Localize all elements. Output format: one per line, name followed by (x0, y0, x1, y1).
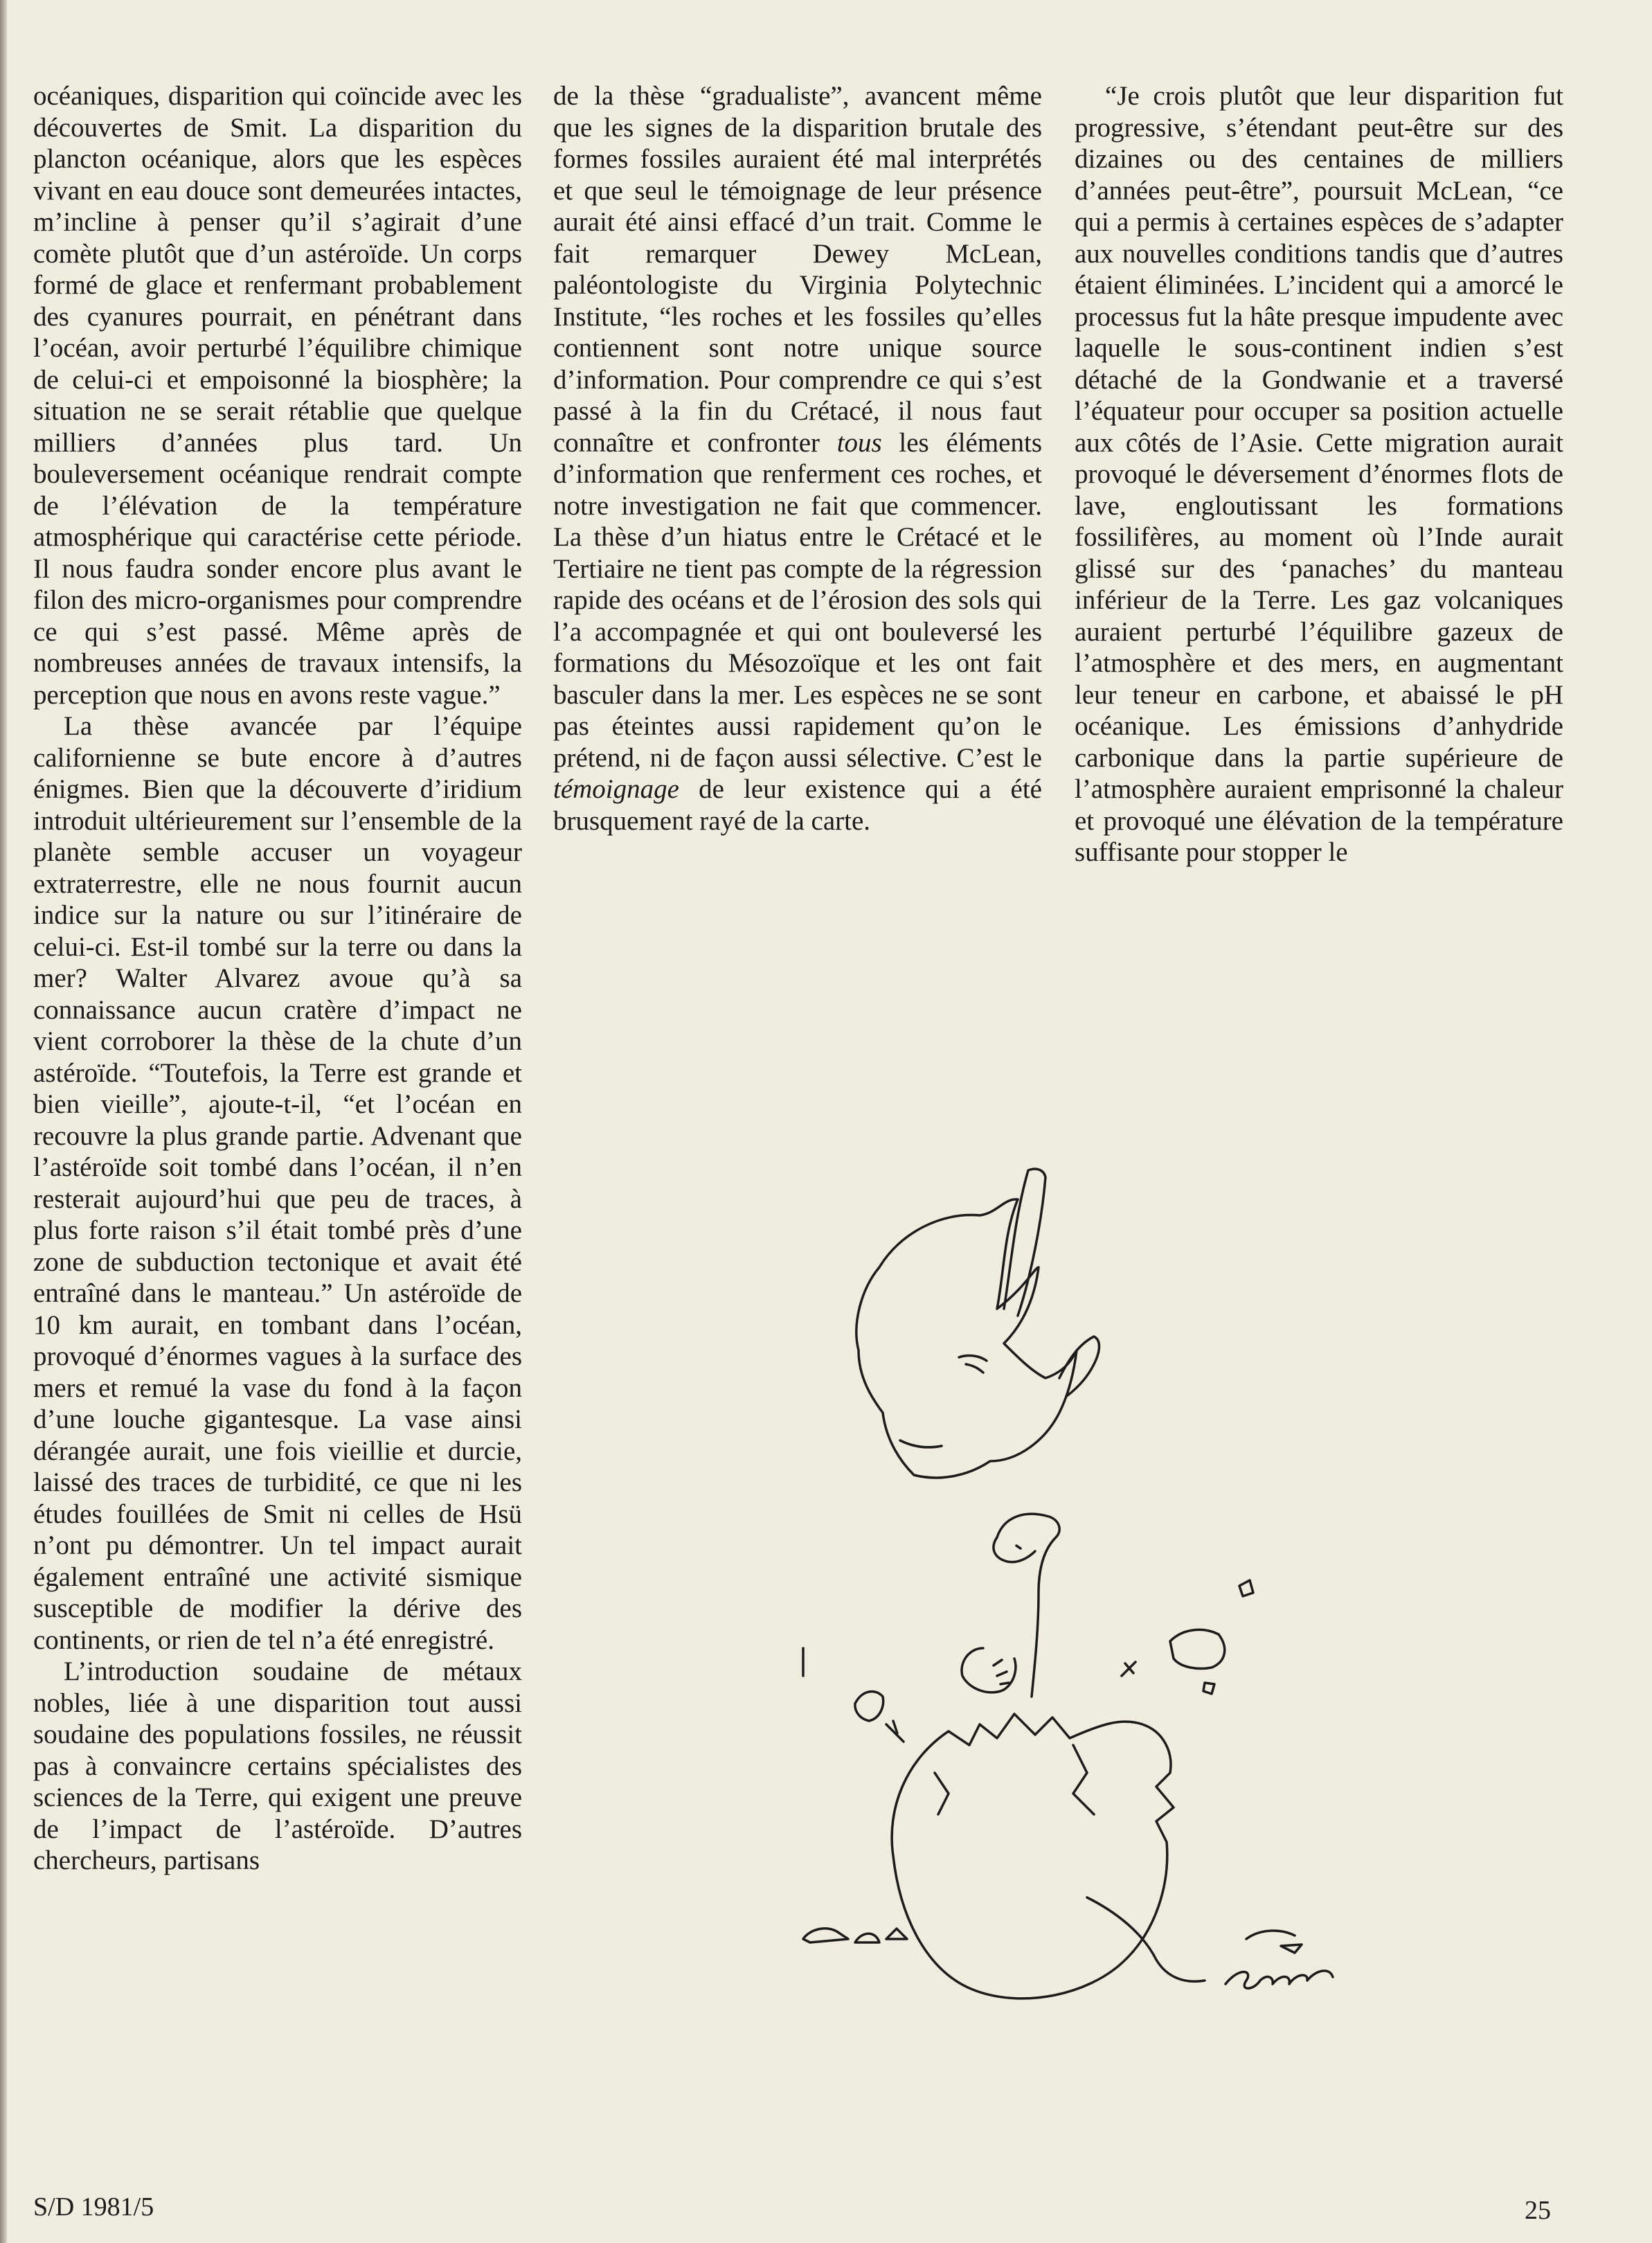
page-binding-edge (0, 0, 7, 2243)
text-column-1 (33, 80, 522, 1877)
baby-head (994, 1537, 1035, 1562)
spark-mark (886, 1662, 1135, 1742)
dinosaur-hatching-cartoon (796, 1150, 1475, 2091)
paragraph: La thèse avancée par l’équipe californienne se bute encore à d’autres énigmes. Bien que la découverte d’iridium introduit ultérieurement sur l’ensemble de la planète semble accuser un voyageur extraterrestre, elle ne nous fournit aucun indice sur la nature ou sur l’itinéraire de celui-ci. Est-il tombé sur la terre ou dans la mer? Walter Alvarez avoue qu’à sa connaissance aucun cratère d’impact ne vient corroborer la thèse de la chute d’un astéroïde. “Toutefois, la Terre est grande et bien vieille”, ajoute-t-il, “et l’océan en recouvre la plus grande partie. Advenant que l’astéroïde soit tombé dans l’océan, il n’en resterait aujourd’hui que peu de traces, à plus forte raison s’il était tombé près d’une zone de subduction tectonique et avait été entraîné dans le manteau.” Un astéroïde de 10 km aurait, en tombant dans l’océan, provoqué d’énormes vagues à la surface des mers et remué la vase du fond à la façon d’une louche gigantesque. La vase ainsi dérangée aurait, une fois vieillie et durcie, laissé des traces de turbidité, ce que ni les études fouillées de Smit ni celles de Hsü n’ont pu démontrer. Un tel impact aurait également entraîné une activité sismique susceptible de modifier la dérive des continents, or rien de tel n’a été enregistré. (33, 711, 522, 1655)
emphasis: tous (836, 427, 882, 458)
baby-fingers (994, 1660, 1009, 1684)
emphasis: témoignage (553, 774, 679, 804)
shell-fragment (855, 1692, 883, 1721)
shell-fragment (1239, 1580, 1253, 1596)
shell-crack (935, 1745, 1094, 1814)
text-run: les éléments d’information que renferment ces roches, et notre investigation ne fait que commencer. La thèse d’un hiatus entre le Crétacé et le Tertiaire ne tient pas compte de la régression rapide des océans et de l’érosion des sols qui l’a accompagnée et qui ont bouleversé les formations du Mésozoïque et les ont fait basculer dans la mer. Les espèces ne se sont pas éteintes aussi rapidement qu’on le prétend, ni de façon aussi sélective. C’est le (553, 427, 1042, 773)
mouth (900, 1440, 942, 1447)
egg-shell (892, 1714, 1174, 1999)
ground-debris (803, 1929, 907, 1942)
head-frill (856, 1199, 1077, 1478)
paragraph: L’introduction soudaine de métaux nobles, liée à une disparition tout aussi soudaine des populations fossiles, ne réussit pas à convaincre certains spécialistes des sciences de la Terre, qui exigent une preuve de l’impact de l’astéroïde. D’autres chercheurs, partisans (33, 1656, 522, 1875)
shell-fragment (1203, 1683, 1214, 1694)
text-run: de la thèse “gradualiste”, avancent même que les signes de la disparition brutale des formes fossiles auraient été mal interprétés et que seul le témoignage de leur présence aurait été ainsi effacé d’un trait. Comme le fait remarquer Dewey McLean, paléontologiste du Virginia Polytechnic Institute, “les roches et les fossiles qu’elles contiennent sont notre unique source d’information. Pour comprendre ce qui s’est passé à la fin du Crétacé, il nous faut connaître et confronter (553, 81, 1042, 458)
paragraph: océaniques, disparition qui coïncide avec les découvertes de Smit. La disparition du plancton océanique, alors que les espèces vivant en eau douce sont demeurées intactes, m’incline à penser qu’il s’agirait d’une comète plutôt que d’un astéroïde. Un corps formé de glace et renfermant probablement des cyanures pourrait, en pénétrant dans l’océan, avoir perturbé l’équilibre chimique de celui-ci et empoisonné la biosphère; la situation ne se serait rétablie que quelque milliers d’années plus tard. Un bouleversement océanique rendrait compte de l’élévation de la température atmosphérique qui caractérise cette période. Il nous faudra sonder encore plus avant le filon des micro-organismes pour comprendre ce qui s’est passé. Même après de nombreuses années de travaux intensifs, la perception que nous en avons reste vague.” (33, 81, 522, 710)
text-column-2 (553, 80, 1042, 837)
horn-top (1004, 1169, 1045, 1316)
paragraph: “Je crois plutôt que leur disparition fut progressive, s’étendant peut-être sur des dizaines ou des centaines de milliers d’années peut-être”, poursuit McLean, “ce qui a permis à certaines espèces de s’adapter aux nouvelles conditions tandis que d’autres étaient éliminées. L’incident qui a amorcé le processus fut la hâte presque impudente avec laquelle le sous-continent indien s’est détaché de la Gondwanie et a traversé l’équateur pour occuper sa position actuelle aux côtés de l’Asie. Cette migration aurait provoqué le déversement d’énormes flots de lave, engloutissant les formations fossilifères, au moment où l’Inde aurait glissé sur des ‘panaches’ du manteau inférieur de la Terre. Les gaz volcaniques auraient perturbé l’équilibre gazeux de l’atmosphère et des mers, en augmentant leur teneur en carbone, et abaissé le pH océanique. Les émissions d’anhydride carbonique dans la partie supérieure de l’atmosphère auraient emprisonné la chaleur et provoqué une élévation de la température suffisante pour stopper le (1075, 81, 1563, 867)
text-column-3 (1075, 80, 1563, 868)
signature-strokes (1225, 1971, 1333, 1988)
eye (959, 1356, 987, 1373)
journal-issue: S/D 1981/5 (33, 2192, 154, 2222)
baby-neck (997, 1514, 1059, 1697)
paragraph (553, 80, 1042, 837)
text-run: de leur existence qui a été brusquement rayé de la carte. (553, 774, 1042, 836)
shell-fragment (1170, 1629, 1225, 1668)
horn-bottom (1059, 1337, 1099, 1395)
baby-tail (1087, 1897, 1205, 1981)
baby-eye (1016, 1546, 1021, 1548)
page-number: 25 (1525, 2196, 1551, 2225)
ground-debris (1246, 1931, 1302, 1953)
baby-arm (962, 1648, 1016, 1692)
